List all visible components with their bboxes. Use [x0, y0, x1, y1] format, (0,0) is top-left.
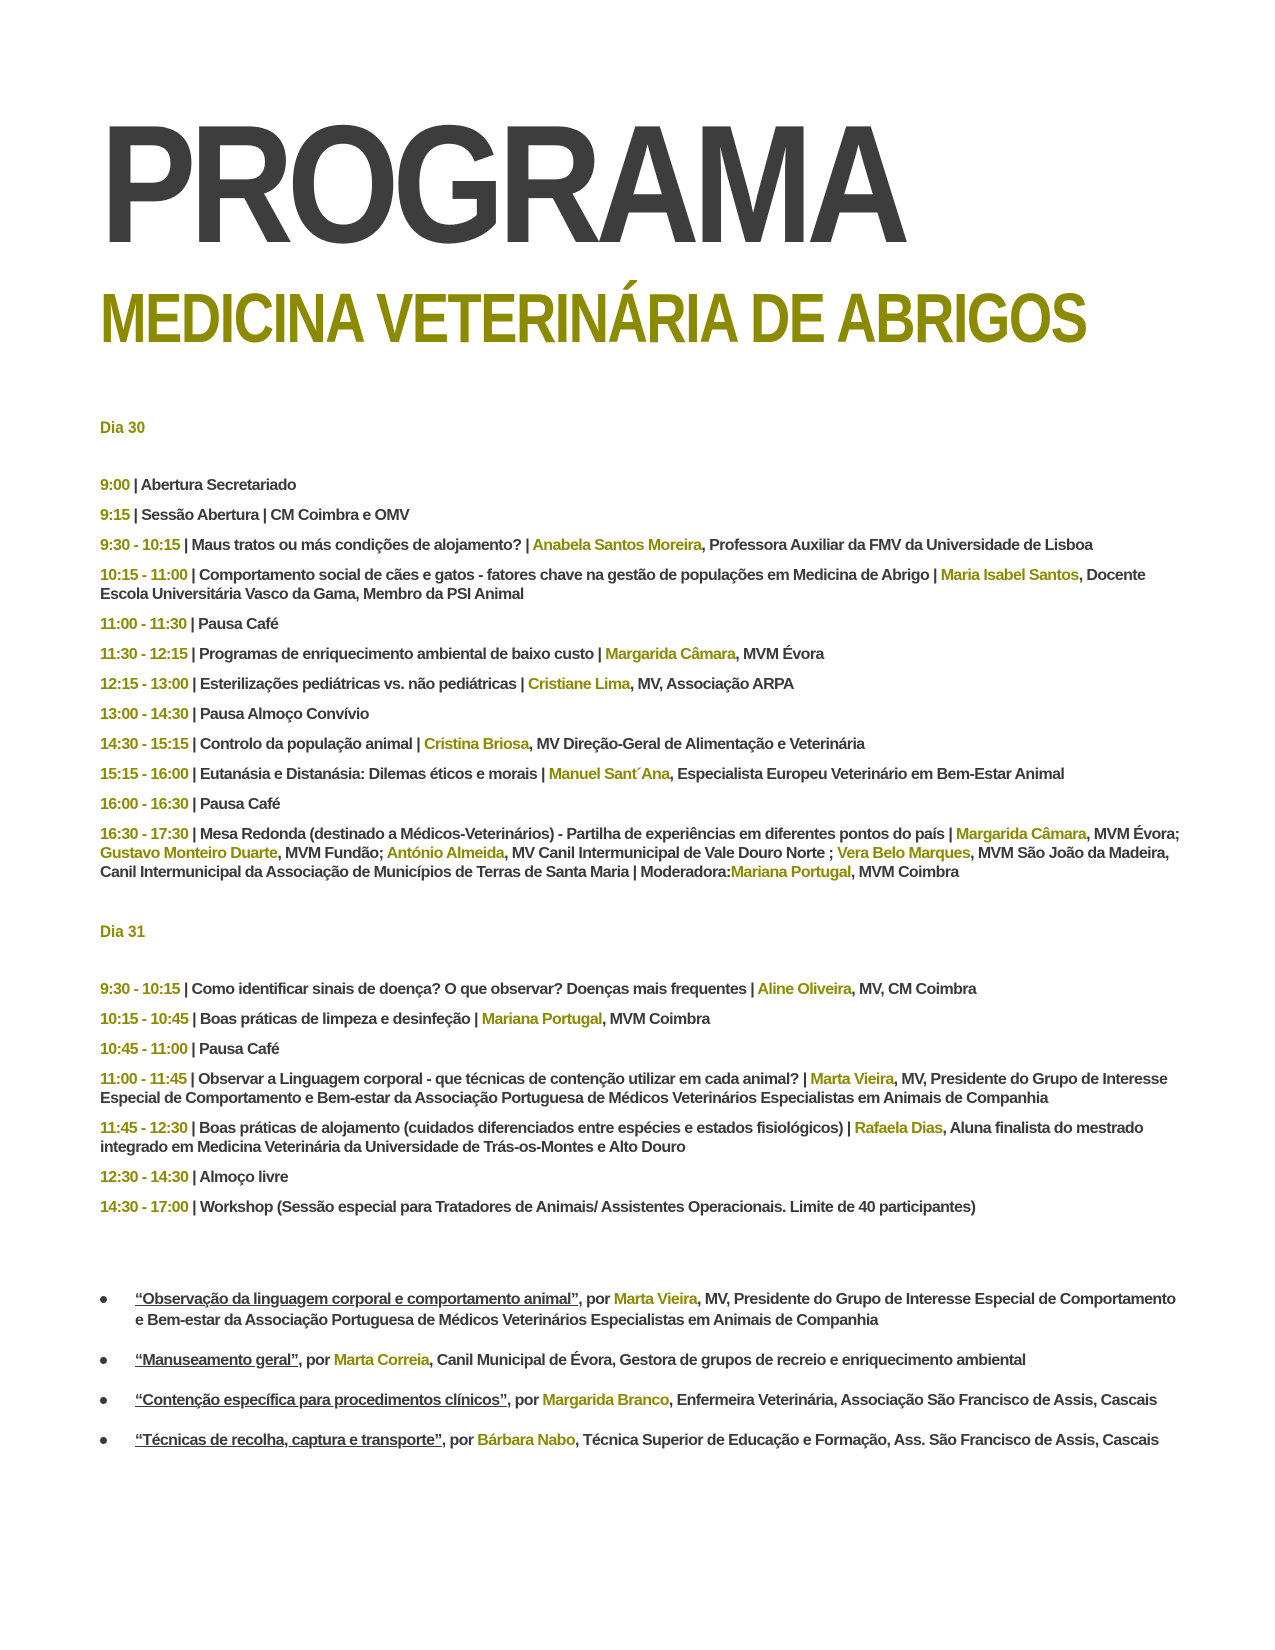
item-text: , MV Direção-Geral de Alimentação e Veterinária — [528, 736, 865, 753]
item-text: , Docente Escola Universitária Vasco da Gama, Membro da PSI Animal — [100, 567, 1146, 603]
workshop-title: “Técnicas de recolha, captura e transporte” — [135, 1432, 442, 1449]
item-text: , MV, Presidente do Grupo de Interesse Especial de Comportamento e Bem-estar da Associação Portuguesa de Médicos Veterinários Especialistas em Animais de Companhia — [100, 1071, 1168, 1107]
day-30-heading: Dia 30 — [100, 418, 146, 437]
page-title: PROGRAMA — [100, 90, 904, 278]
program-page — [100, 90, 1180, 1470]
item-text: | Pausa Almoço Convívio — [188, 706, 369, 723]
schedule-item — [100, 765, 1185, 784]
speaker-name: Vera Belo Marques — [837, 845, 971, 862]
item-text: | Como identificar sinais de doença? O que observar? Doenças mais frequentes | — [179, 981, 758, 998]
time-label: 14:30 - 17:00 — [100, 1199, 189, 1216]
schedule-item — [100, 1198, 1185, 1217]
page-subtitle: MEDICINA VETERINÁRIA DE ABRIGOS — [100, 279, 1087, 357]
bullet-icon — [100, 1397, 107, 1404]
time-label: 12:30 - 14:30 — [100, 1169, 189, 1186]
speaker-name: Cristina Briosa — [423, 736, 529, 753]
item-text: | Eutanásia e Distanásia: Dilemas éticos e morais | — [188, 766, 549, 783]
item-text: | Controlo da população animal | — [188, 736, 424, 753]
speaker-name: Margarida Câmara — [956, 826, 1087, 843]
item-text: | Mesa Redonda (destinado a Médicos-Veterinários) - Partilha de experiências em diferentes pontos do país | — [188, 826, 957, 843]
item-text: , MV Canil Intermunicipal de Vale Douro Norte ; — [504, 845, 838, 862]
workshop-item — [100, 1350, 1185, 1371]
time-label: 15:15 - 16:00 — [100, 766, 189, 783]
time-label: 11:30 - 12:15 — [100, 646, 188, 663]
day-31-schedule — [100, 980, 1180, 1217]
item-text: | Pausa Café — [186, 616, 279, 633]
item-text: , por — [441, 1432, 478, 1449]
workshop-item — [100, 1390, 1185, 1411]
schedule-item — [100, 1070, 1185, 1108]
speaker-name: Margarida Branco — [542, 1392, 669, 1409]
workshop-item — [100, 1289, 1185, 1331]
speaker-name: Cristiane Lima — [527, 676, 630, 693]
item-text: , MVM Coimbra — [601, 1011, 710, 1028]
item-text: | Boas práticas de limpeza e desinfeção | — [188, 1011, 482, 1028]
speaker-name: Mariana Portugal — [730, 864, 851, 881]
item-text: , MVM Évora — [735, 646, 824, 663]
item-text: , Técnica Superior de Educação e Formação, Ass. São Francisco de Assis, Cascais — [575, 1432, 1159, 1449]
workshop-title: “Manuseamento geral” — [135, 1352, 299, 1369]
item-text: , Especialista Europeu Veterinário em Bem-Estar Animal — [669, 766, 1065, 783]
bullet-icon — [100, 1437, 107, 1444]
schedule-item — [100, 1010, 1185, 1029]
item-text: | Esterilizações pediátricas vs. não pediátricas | — [188, 676, 528, 693]
bullet-icon — [100, 1296, 107, 1303]
speaker-name: Bárbara Nabo — [477, 1432, 576, 1449]
time-label: 10:15 - 11:00 — [100, 567, 188, 584]
time-label: 16:00 - 16:30 — [100, 796, 189, 813]
item-text: | Pausa Café — [187, 1041, 280, 1058]
speaker-name: António Almeida — [386, 845, 505, 862]
item-text: , MV, Presidente do Grupo de Interesse Especial de Comportamento e Bem-estar da Associação Portuguesa de Médicos Veterinários Especialistas em Animais de Companhia — [135, 1291, 1176, 1329]
item-text: | Programas de enriquecimento ambiental de baixo custo | — [187, 646, 606, 663]
item-text: , MVM Évora; — [1086, 826, 1180, 843]
schedule-item — [100, 980, 1185, 999]
time-label: 14:30 - 15:15 — [100, 736, 189, 753]
item-text: | Boas práticas de alojamento (cuidados diferenciados entre espécies e estados fisiológicos) | — [187, 1120, 855, 1137]
item-text: , Aluna finalista do mestrado integrado em Medicina Veterinária da Universidade de Trás-os-Montes e Alto Douro — [100, 1120, 1144, 1156]
time-label: 11:00 - 11:30 — [100, 616, 187, 633]
schedule-item — [100, 566, 1185, 604]
item-text: , MVM Coimbra — [850, 864, 959, 881]
schedule-item — [100, 705, 1185, 724]
schedule-item — [100, 1168, 1185, 1187]
item-text: , Enfermeira Veterinária, Associação São Francisco de Assis, Cascais — [668, 1392, 1157, 1409]
schedule-item — [100, 1119, 1185, 1157]
workshop-item — [100, 1430, 1185, 1451]
item-text: , Professora Auxiliar da FMV da Universidade de Lisboa — [701, 537, 1093, 554]
time-label: 11:00 - 11:45 — [100, 1071, 187, 1088]
item-text: , MV, Associação ARPA — [629, 676, 794, 693]
speaker-name: Rafaela Dias — [854, 1120, 943, 1137]
item-text: | Workshop (Sessão especial para Tratadores de Animais/ Assistentes Operacionais. Limite de 40 participantes) — [188, 1199, 976, 1216]
schedule-item — [100, 795, 1185, 814]
bullet-icon — [100, 1357, 107, 1364]
schedule-item — [100, 735, 1185, 754]
item-text: | Abertura Secretariado — [129, 477, 297, 494]
time-label: 9:00 — [100, 477, 130, 494]
speaker-name: Marta Vieira — [613, 1291, 698, 1308]
schedule-item-roundtable — [100, 825, 1185, 882]
speaker-name: Anabela Santos Moreira — [532, 537, 702, 554]
item-text: , MVM São João da Madeira, Canil Intermunicipal da Associação de Municípios de Terras de Santa Maria | Moderadora: — [100, 845, 1169, 881]
time-label: 11:45 - 12:30 — [100, 1120, 188, 1137]
schedule-item — [100, 615, 1185, 634]
workshop-title: “Observação da linguagem corporal e comportamento animal” — [135, 1291, 579, 1308]
time-label: 13:00 - 14:30 — [100, 706, 189, 723]
item-text: | Pausa Café — [188, 796, 281, 813]
item-text: , MVM Fundão; — [277, 845, 387, 862]
workshop-list — [100, 1289, 1180, 1451]
time-label: 9:15 — [100, 507, 130, 524]
schedule-item — [100, 536, 1185, 555]
item-text: | Observar a Linguagem corporal - que técnicas de contenção utilizar em cada animal? | — [186, 1071, 811, 1088]
item-text: | Sessão Abertura | CM Coimbra e OMV — [129, 507, 410, 524]
schedule-item — [100, 506, 1185, 525]
day-30-schedule — [100, 476, 1180, 882]
speaker-name: Aline Oliveira — [757, 981, 852, 998]
speaker-name: Mariana Portugal — [481, 1011, 602, 1028]
time-label: 9:30 - 10:15 — [100, 981, 180, 998]
item-text: , por — [506, 1392, 543, 1409]
time-label: 9:30 - 10:15 — [100, 537, 180, 554]
time-label: 16:30 - 17:30 — [100, 826, 189, 843]
item-text: | Comportamento social de cães e gatos - fatores chave na gestão de populações em Medicina de Abrigo | — [187, 567, 941, 584]
item-text: | Almoço livre — [188, 1169, 289, 1186]
time-label: 10:45 - 11:00 — [100, 1041, 188, 1058]
item-text: , por — [578, 1291, 614, 1308]
schedule-item — [100, 645, 1185, 664]
speaker-name: Maria Isabel Santos — [940, 567, 1079, 584]
speaker-name: Manuel Sant´Ana — [548, 766, 670, 783]
schedule-item — [100, 675, 1185, 694]
day-31-heading: Dia 31 — [100, 922, 146, 941]
item-text: , Canil Municipal de Évora, Gestora de grupos de recreio e enriquecimento ambiental — [429, 1352, 1026, 1369]
item-text: | Maus tratos ou más condições de alojamento? | — [179, 537, 533, 554]
item-text: , por — [298, 1352, 334, 1369]
schedule-item — [100, 1040, 1185, 1059]
speaker-name: Gustavo Monteiro Duarte — [100, 845, 278, 862]
time-label: 12:15 - 13:00 — [100, 676, 189, 693]
workshop-title: “Contenção específica para procedimentos clínicos” — [135, 1392, 507, 1409]
item-text: , MV, CM Coimbra — [851, 981, 977, 998]
speaker-name: Margarida Câmara — [605, 646, 736, 663]
speaker-name: Marta Correia — [333, 1352, 430, 1369]
speaker-name: Marta Vieira — [810, 1071, 894, 1088]
schedule-item — [100, 476, 1185, 495]
time-label: 10:15 - 10:45 — [100, 1011, 189, 1028]
